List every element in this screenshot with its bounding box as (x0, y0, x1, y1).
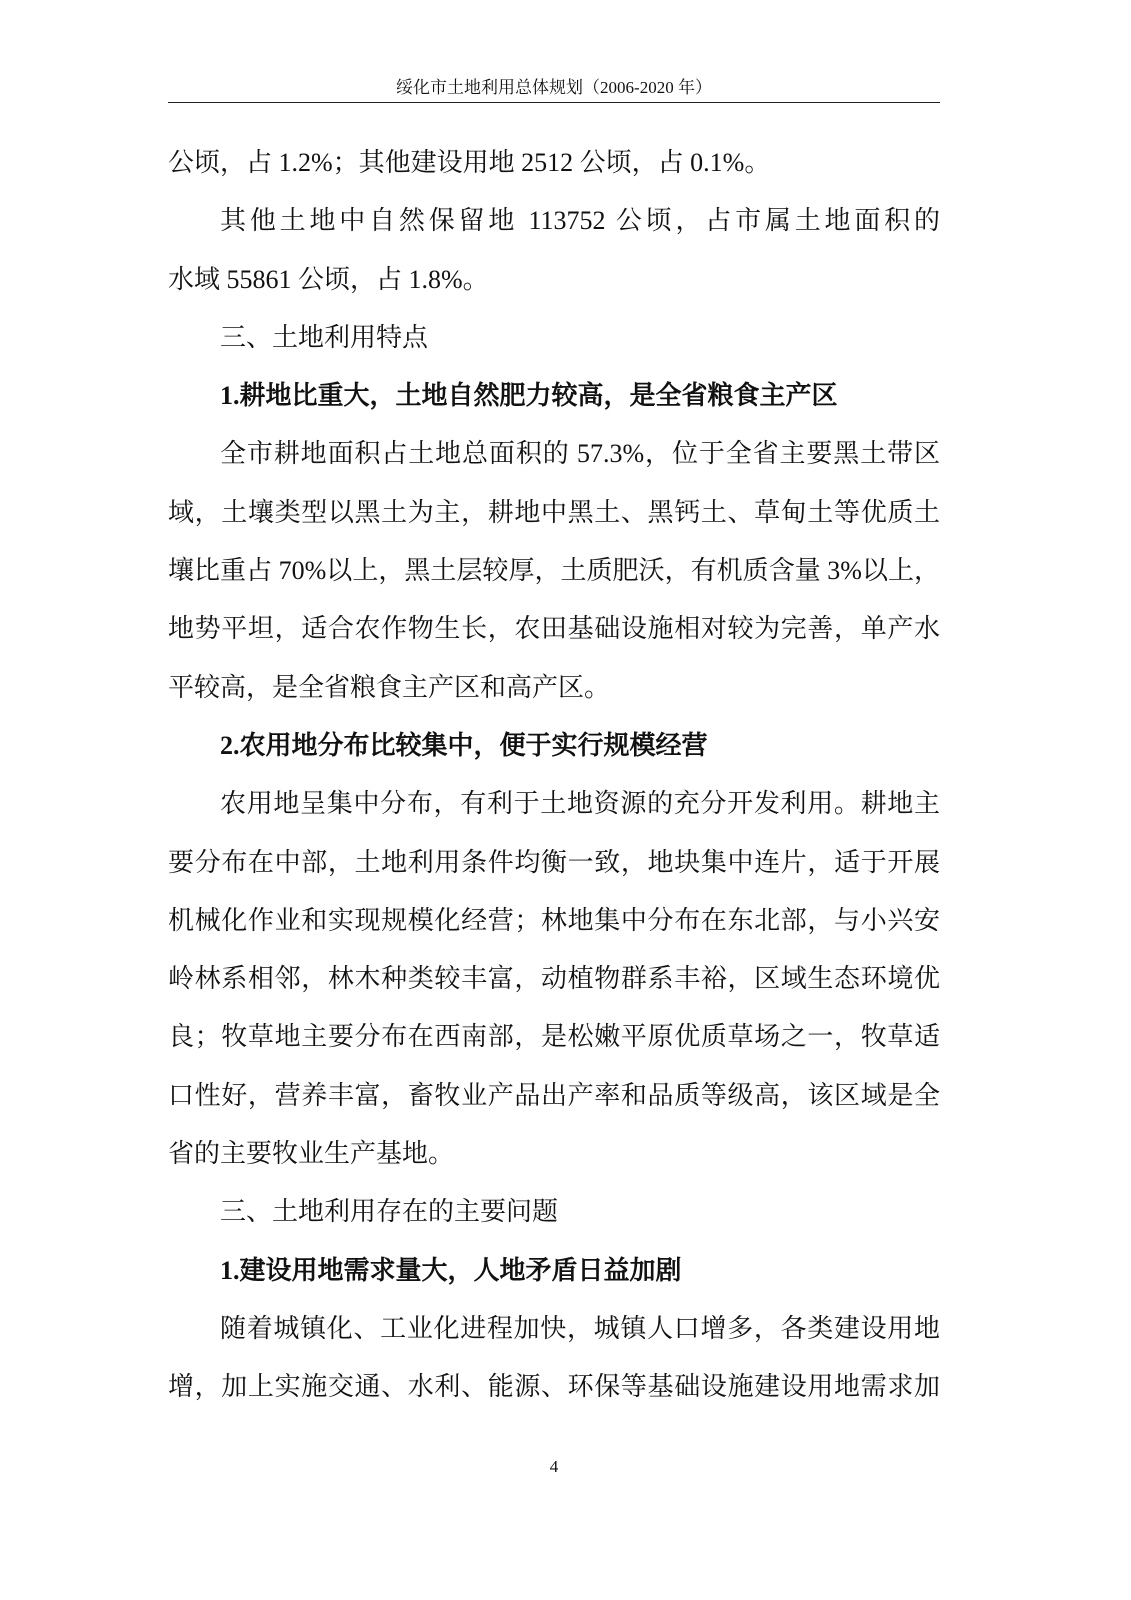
subsection-heading: 1.建设用地需求量大，人地矛盾日益加剧 (220, 1255, 682, 1285)
running-header: 绥化市土地利用总体规划（2006-2020 年） (396, 78, 712, 97)
section-heading: 三、土地利用特点 (220, 322, 429, 352)
paragraph-line: 机械化作业和实现规模化经营；林地集中分布在东北部，与小兴安 (168, 905, 940, 935)
paragraph-line: 全市耕地面积占土地总面积的 57.3%，位于全省主要黑土带区 (220, 439, 940, 469)
paragraph-line: 其他土地中自然保留地 113752 公顷，占市属土地面积的 (220, 206, 940, 236)
paragraph-line: 域，土壤类型以黑土为主，耕地中黑土、黑钙土、草甸土等优质土 (168, 497, 940, 527)
paragraph-line: 口性好，营养丰富，畜牧业产品出产率和品质等级高，该区域是全 (168, 1080, 940, 1110)
page-number: 4 (549, 1457, 559, 1476)
paragraph-line: 水域 55861 公顷，占 1.8%。 (168, 264, 489, 294)
subsection-heading: 2.农用地分布比较集中，便于实行规模经营 (220, 730, 708, 760)
header-divider (168, 102, 940, 103)
paragraph-line: 地势平坦，适合农作物生长，农田基础设施相对较为完善，单产水 (168, 614, 940, 644)
paragraph-line: 要分布在中部，土地利用条件均衡一致，地块集中连片，适于开展 (168, 847, 940, 877)
paragraph-line: 农用地呈集中分布，有利于土地资源的充分开发利用。耕地主 (220, 789, 940, 819)
paragraph-line: 壤比重占 70%以上，黑土层较厚，土质肥沃，有机质含量 3%以上， (168, 556, 940, 586)
paragraph-line: 岭林系相邻，林木种类较丰富，动植物群系丰裕，区域生态环境优 (168, 964, 940, 994)
paragraph-line: 增，加上实施交通、水利、能源、环保等基础设施建设用地需求加 (168, 1372, 940, 1402)
paragraph-line: 省的主要牧业生产基地。 (168, 1139, 455, 1169)
paragraph-line: 公顷，占 1.2%；其他建设用地 2512 公顷，占 0.1%。 (168, 148, 771, 177)
paragraph-line: 随着城镇化、工业化进程加快，城镇人口增多，各类建设用地 (220, 1313, 940, 1343)
paragraph-line: 良；牧草地主要分布在西南部，是松嫩平原优质草场之一，牧草适 (168, 1022, 940, 1052)
section-heading: 三、土地利用存在的主要问题 (220, 1197, 559, 1227)
paragraph-line: 平较高，是全省粮食主产区和高产区。 (168, 672, 611, 702)
subsection-heading: 1.耕地比重大，土地自然肥力较高，是全省粮食主产区 (220, 381, 838, 411)
document-body (168, 134, 940, 1417)
